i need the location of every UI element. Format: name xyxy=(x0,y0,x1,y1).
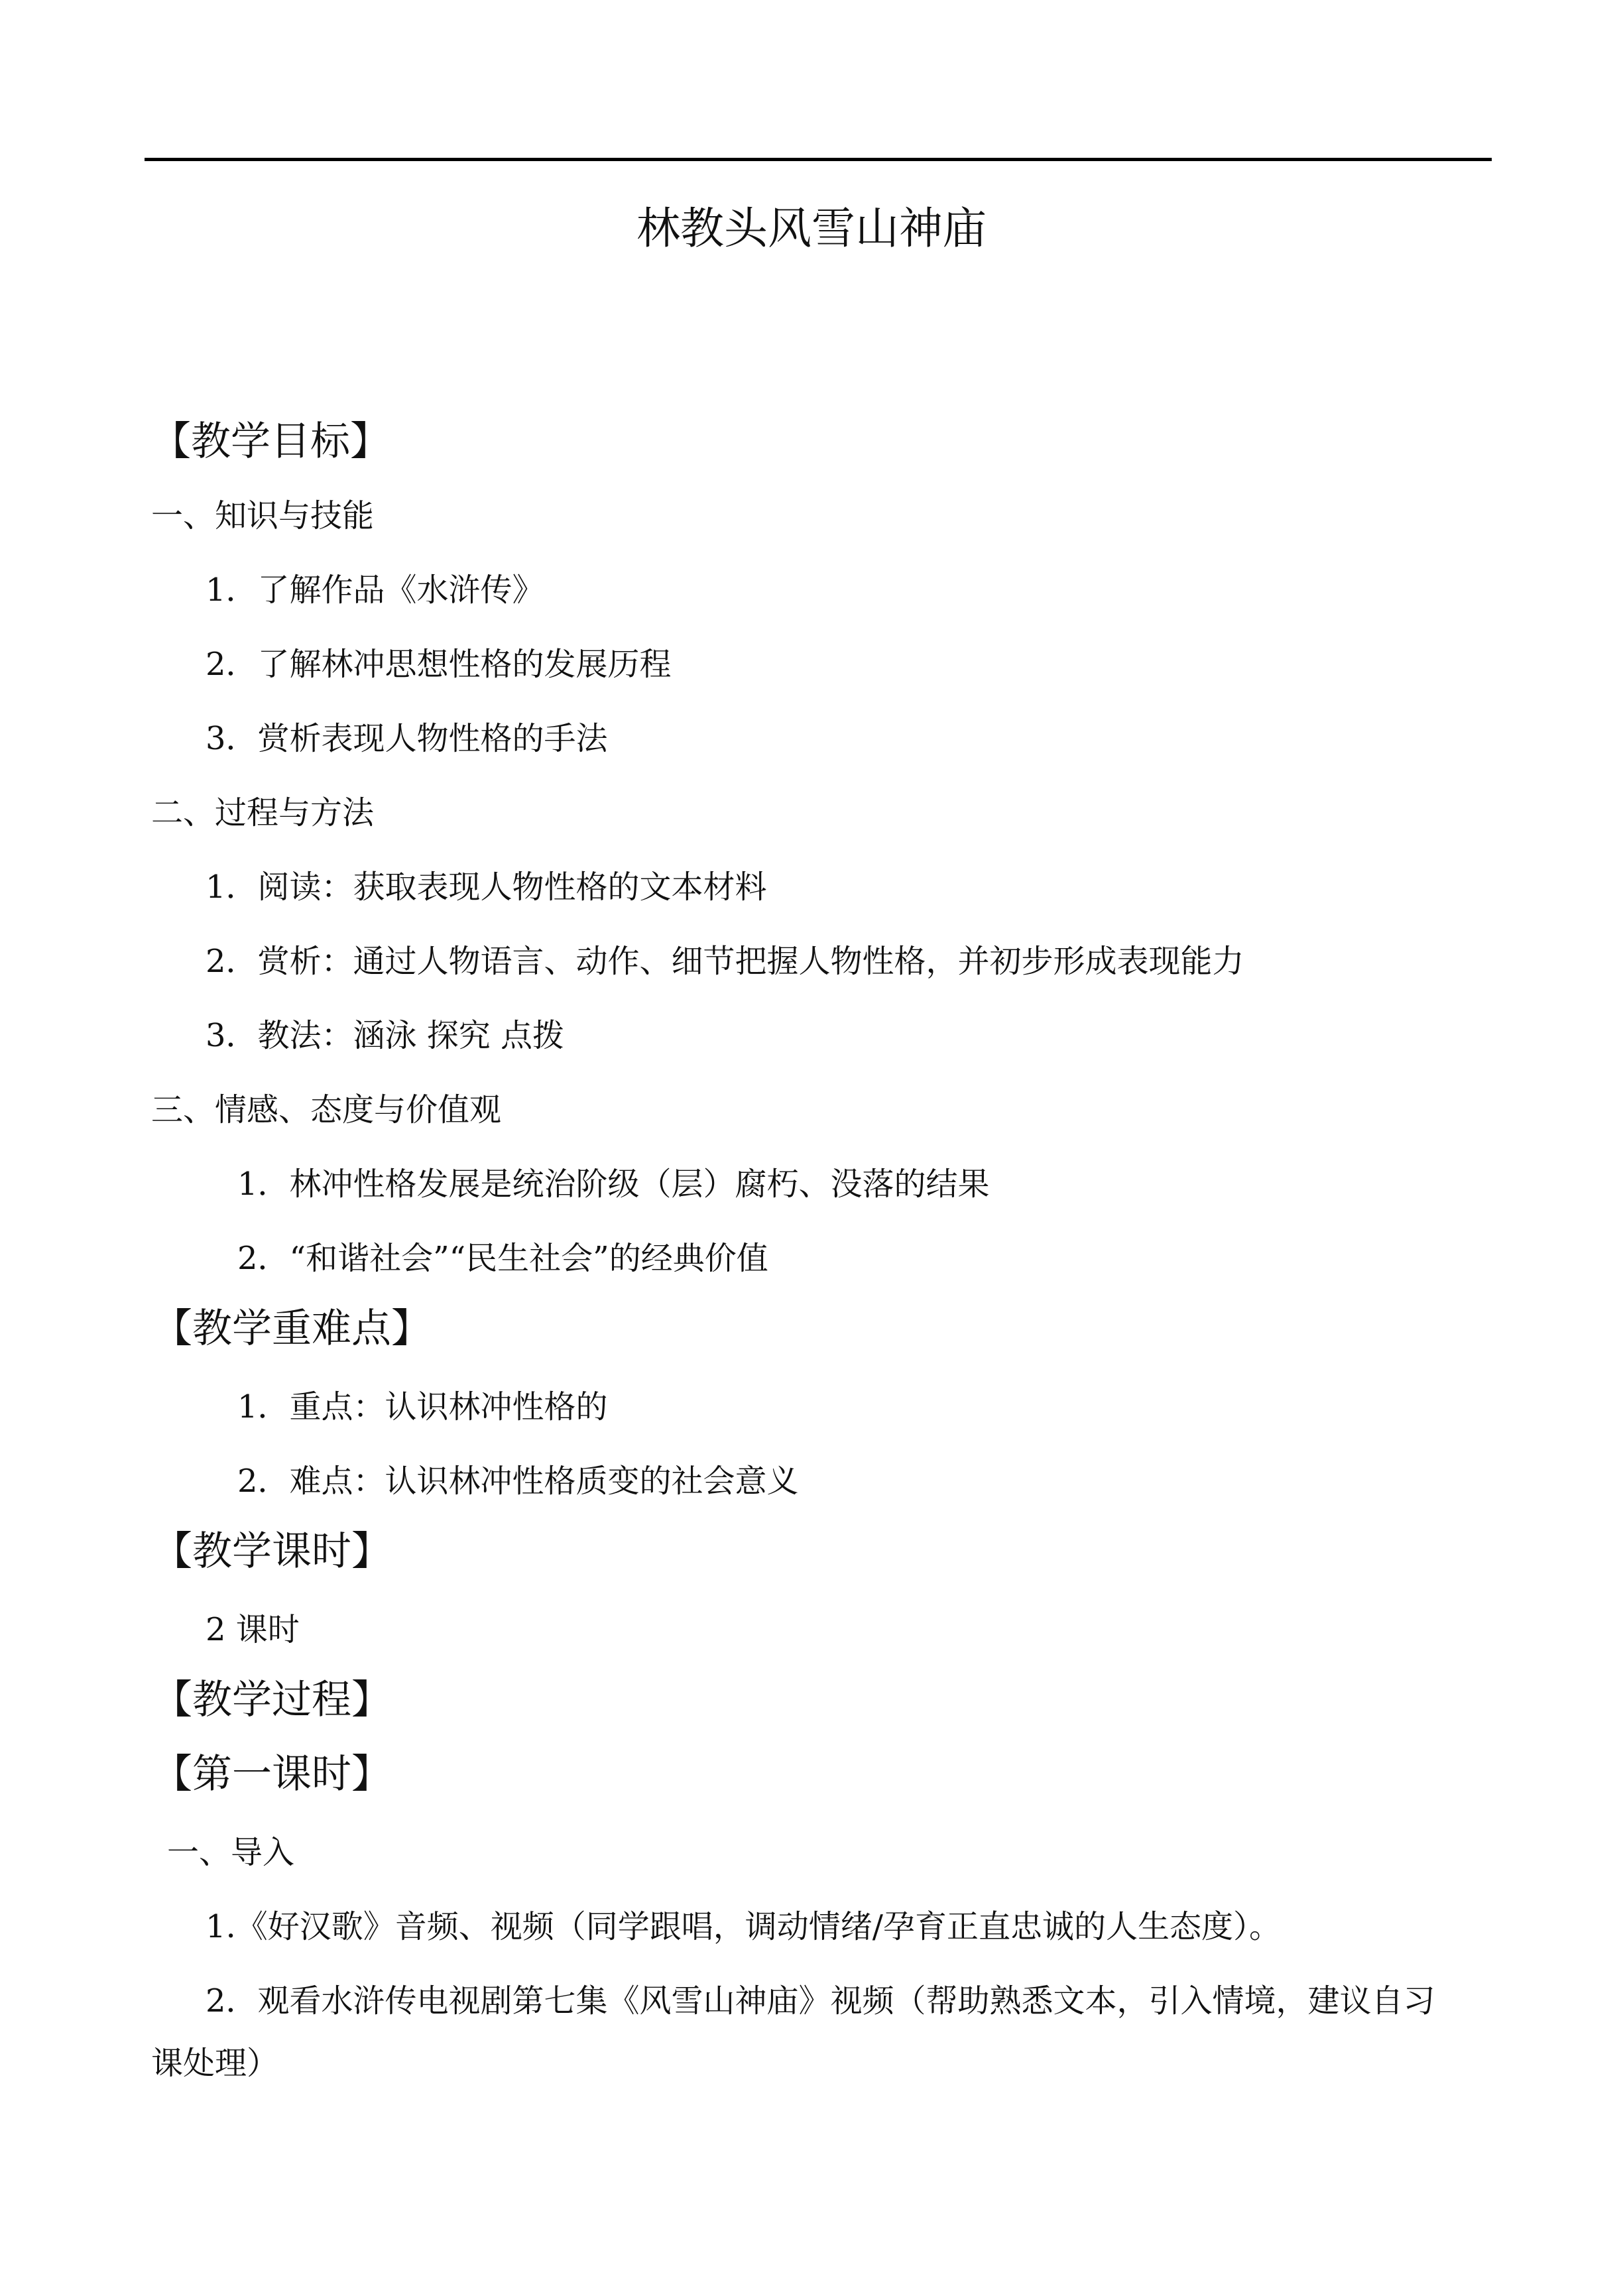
list-item: 1．林冲性格发展是统治阶级（层）腐朽、没落的结果 xyxy=(237,1166,990,1203)
list-item: 1．重点：认识林冲性格的 xyxy=(237,1388,608,1425)
section-heading-lesson-1: 【第一课时】 xyxy=(152,1751,391,1797)
list-item-continuation: 课处理） xyxy=(151,2045,279,2082)
list-item: 3．赏析表现人物性格的手法 xyxy=(206,720,608,757)
section-heading-keypoints: 【教学重难点】 xyxy=(152,1305,431,1352)
subheading-intro: 一、导入 xyxy=(167,1834,295,1871)
list-item: 2．赏析：通过人物语言、动作、细节把握人物性格，并初步形成表现能力 xyxy=(206,943,1244,980)
subheading-process-method: 二、过程与方法 xyxy=(151,794,375,831)
list-item: 1.《好汉歌》音频、视频（同学跟唱，调动情绪/孕育正直忠诚的人生态度）。 xyxy=(206,1908,1281,1945)
list-item: 3．教法：涵泳 探究 点拨 xyxy=(206,1017,565,1054)
section-heading-goals: 【教学目标】 xyxy=(151,418,390,465)
list-item: 2．了解林冲思想性格的发展历程 xyxy=(206,646,672,683)
header-rule xyxy=(145,158,1492,161)
document-title: 林教头风雪山神庙 xyxy=(636,203,987,254)
list-item: 2．观看水浒传电视剧第七集《风雪山神庙》视频（帮助熟悉文本，引入情境，建议自习 xyxy=(206,1982,1435,2020)
section-heading-process: 【教学过程】 xyxy=(152,1677,391,1723)
subheading-emotion-values: 三、情感、态度与价值观 xyxy=(151,1091,502,1128)
section-heading-hours: 【教学课时】 xyxy=(152,1528,391,1575)
hours-value: 2 课时 xyxy=(206,1611,300,1648)
list-item: 1．阅读：获取表现人物性格的文本材料 xyxy=(206,869,767,906)
subheading-knowledge-skills: 一、知识与技能 xyxy=(151,497,375,534)
list-item: 2．难点：认识林冲性格质变的社会意义 xyxy=(237,1463,799,1500)
list-item: 2．“和谐社会”“民生社会”的经典价值 xyxy=(237,1240,768,1277)
list-item: 1．了解作品《水浒传》 xyxy=(206,572,544,609)
